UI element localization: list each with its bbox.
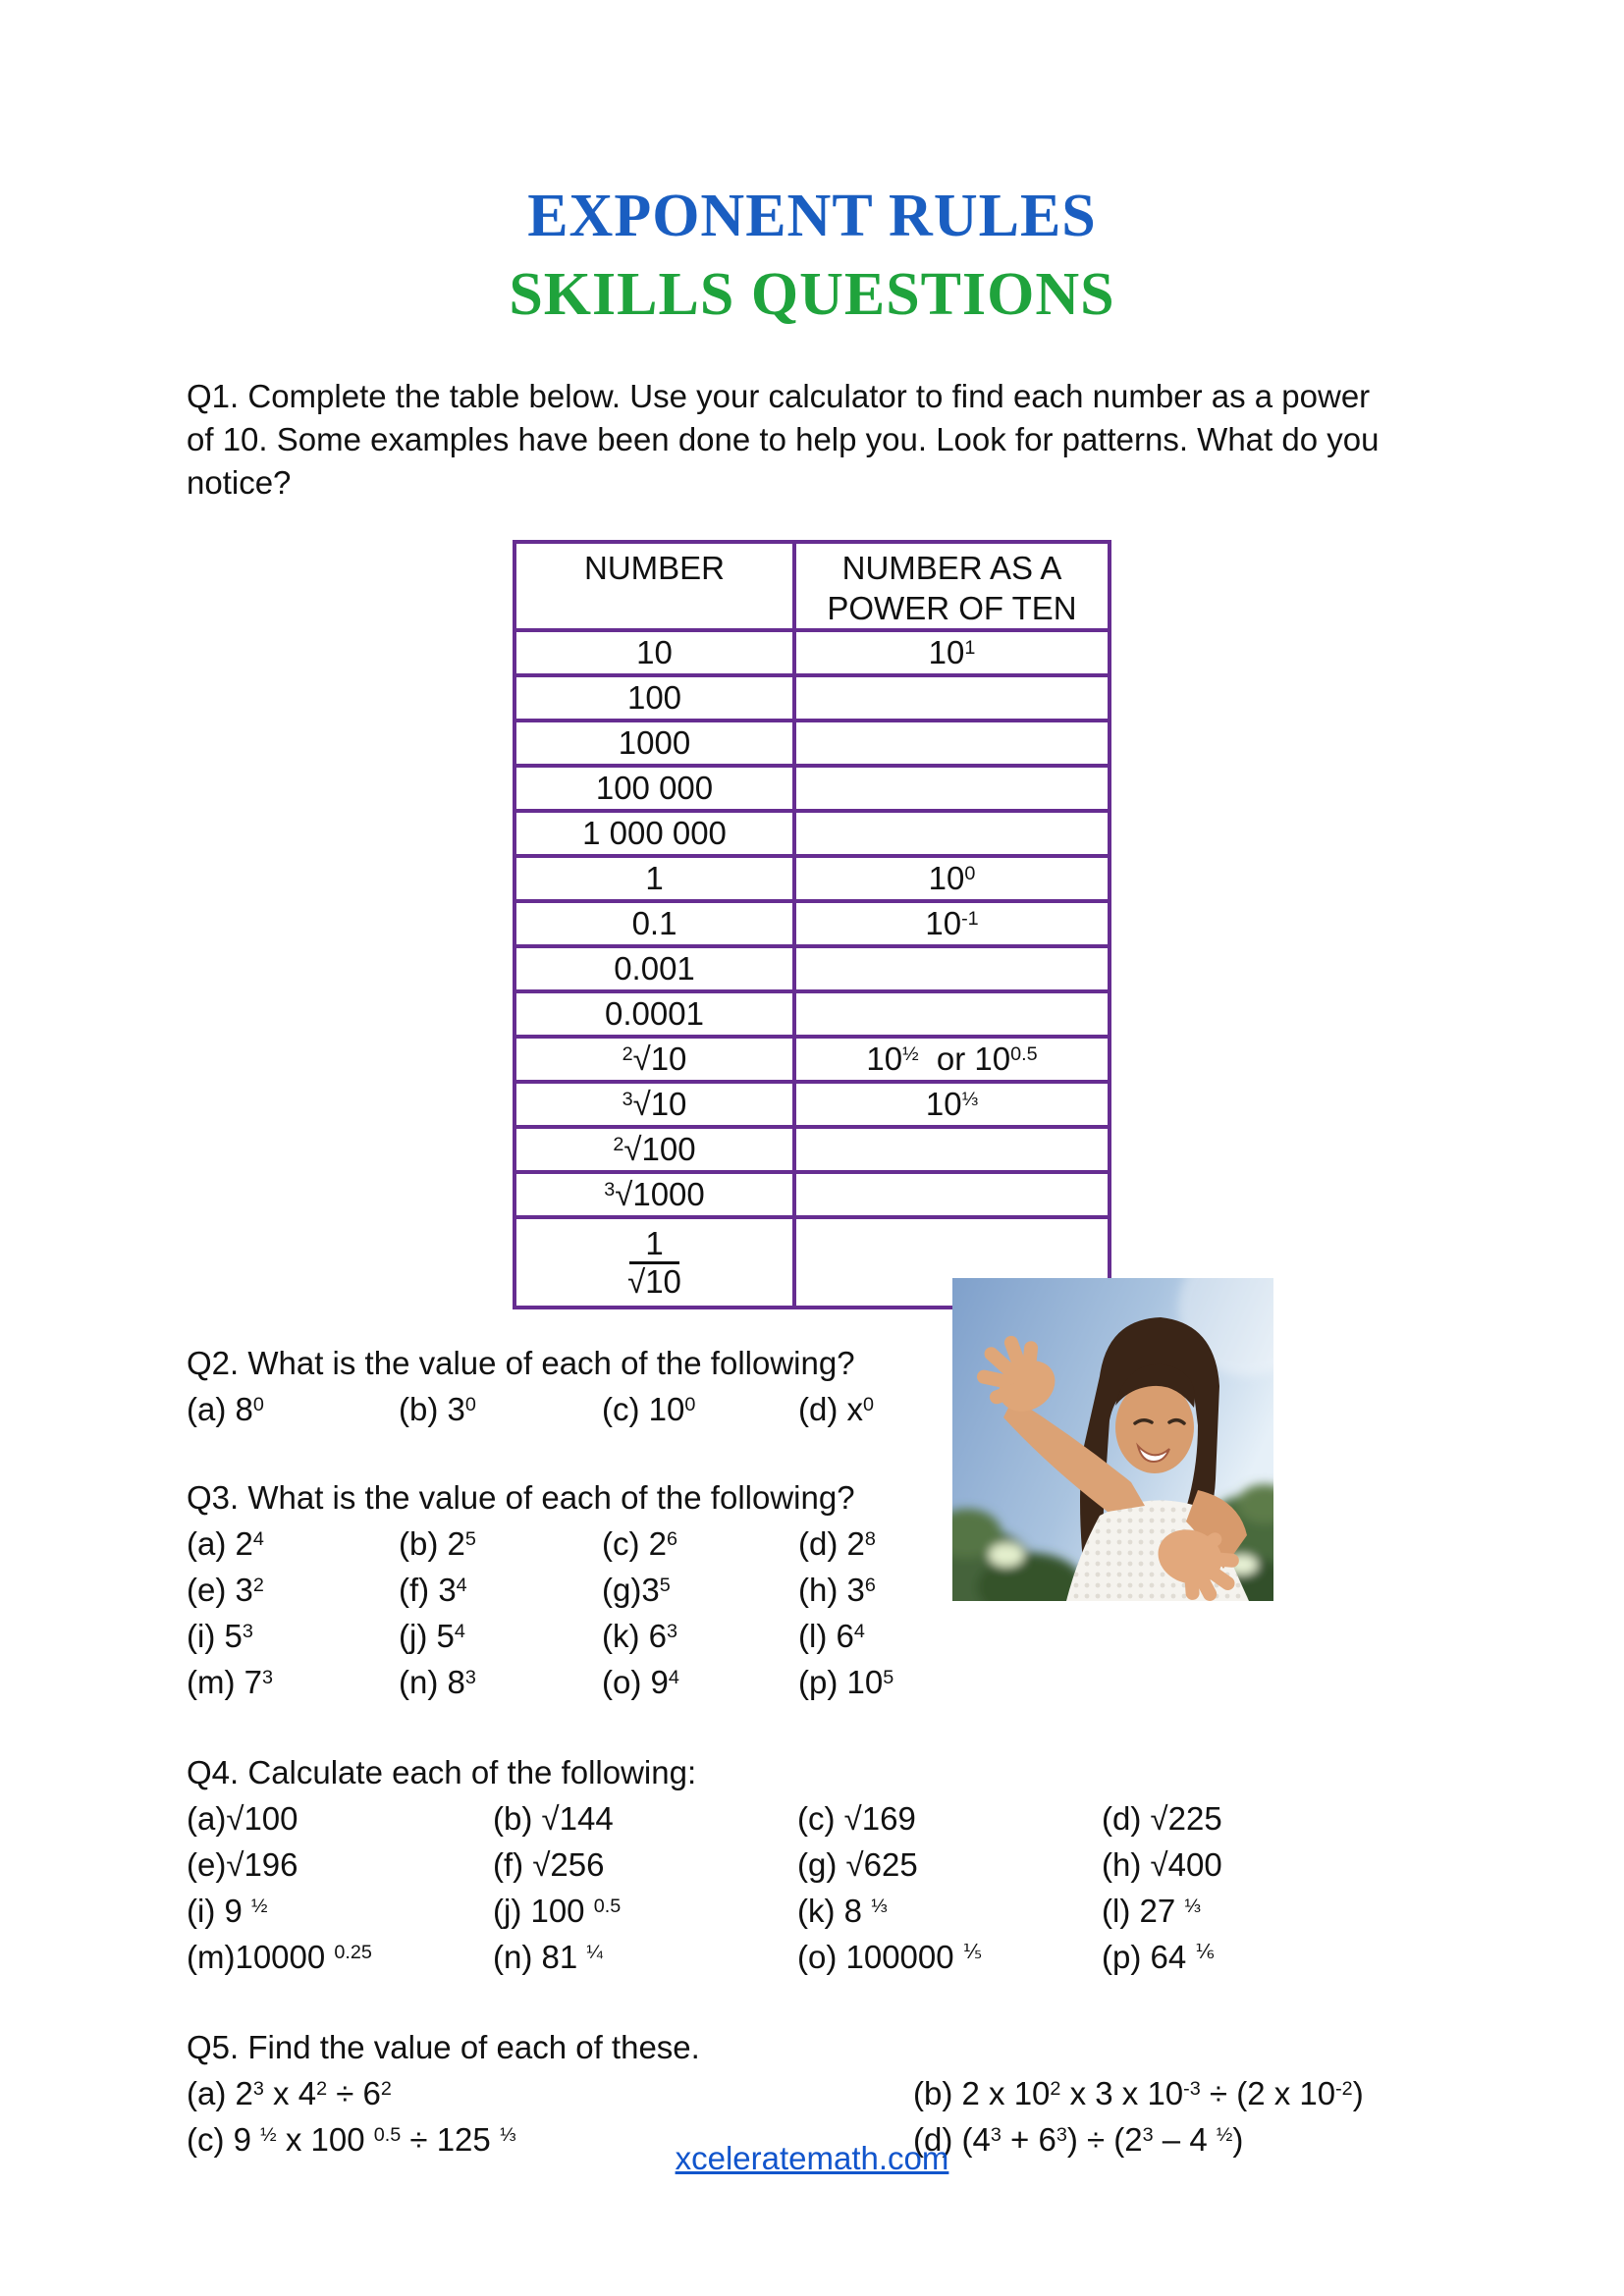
cell-power <box>794 721 1110 766</box>
q4-item-g: (g) √625 <box>797 1846 918 1883</box>
q3-heading: Q3. What is the value of each of the following? <box>187 1479 855 1516</box>
q4-item-h: (h) √400 <box>1102 1846 1222 1883</box>
q3-item-e: (e) $3^2$ <box>187 1572 264 1608</box>
cell-number: $^2$√10 <box>514 1037 794 1082</box>
cell-number-fraction <box>514 1217 794 1308</box>
q4-item-b: (b) √144 <box>493 1800 614 1837</box>
q3-item-m: (m) $7^3$ <box>187 1664 274 1700</box>
cell-number: 100 <box>514 675 794 721</box>
q4-item-a: (a)√100 <box>187 1800 298 1837</box>
cell-power <box>794 766 1110 811</box>
q4-item-i: (i) 9 $^{\frac{1}{2}}$ <box>187 1893 268 1929</box>
q3-item-h: (h) $3^6$ <box>798 1572 876 1608</box>
q4-item-p: (p) 64 $^{\frac{1}{6}}$ <box>1102 1939 1215 1975</box>
footer-link[interactable]: xceleratemath.com <box>675 2140 949 2176</box>
table-row <box>514 901 1110 946</box>
table-header-number: NUMBER <box>514 542 794 630</box>
q4-item-o: (o) 100000 $^{\frac{1}{5}}$ <box>797 1939 982 1975</box>
table-row <box>514 946 1110 991</box>
q4-heading: Q4. Calculate each of the following: <box>187 1754 697 1790</box>
cell-number: 1 <box>514 856 794 901</box>
table-row <box>514 1172 1110 1217</box>
q4-item-n: (n) 81 $^{\frac{1}{4}}$ <box>493 1939 603 1975</box>
q2-heading: Q2. What is the value of each of the following? <box>187 1345 855 1381</box>
q2-item-a: (a) $8^0$ <box>187 1391 264 1427</box>
cell-number: 0.1 <box>514 901 794 946</box>
q5-item-a: (a) $2^3$ x $4^2 \div 6^2$ <box>187 2075 392 2111</box>
question-1-text <box>187 375 1437 505</box>
table-row <box>514 1037 1110 1082</box>
q2-item-c: (c) $10^0$ <box>602 1391 696 1427</box>
cell-number: 10 <box>514 630 794 675</box>
cell-number: $^2$√100 <box>514 1127 794 1172</box>
cell-number: 1000 <box>514 721 794 766</box>
cell-number: 0.001 <box>514 946 794 991</box>
q5-item-c: (c) 9 $^{\frac{1}{2}}$ x 100 $^{0.5}$ ÷ 125 $^{\frac{1}{3}}$ <box>187 2121 516 2158</box>
cell-power: $10^{-1}$ <box>794 901 1110 946</box>
table-row <box>514 856 1110 901</box>
q1-line-2: of 10. Some examples have been done to help you. Look for patterns. What do you <box>187 421 1380 457</box>
photo-woman-reaching <box>952 1278 1273 1601</box>
cell-number: 1 000 000 <box>514 811 794 856</box>
q3-item-n: (n) $8^3$ <box>399 1664 476 1700</box>
q3-item-o: (o) $9^4$ <box>602 1664 679 1700</box>
question-3 <box>187 1475 1624 1705</box>
q3-item-i: (i) $5^3$ <box>187 1618 253 1654</box>
q5-item-b: (b) 2 x $10^2$ x 3 x $10^{-3} \div (2$ x $10^{-2}$) <box>913 2075 1364 2111</box>
cell-number: 100 000 <box>514 766 794 811</box>
photo-illustration <box>952 1278 1273 1601</box>
q4-item-k: (k) 8 $^{\frac{1}{3}}$ <box>797 1893 888 1929</box>
cell-power <box>794 811 1110 856</box>
fraction-denominator: √10 <box>627 1263 681 1300</box>
q4-item-c: (c) √169 <box>797 1800 916 1837</box>
q3-item-l: (l) $6^4$ <box>798 1618 865 1654</box>
q2-item-b: (b) $3^0$ <box>399 1391 476 1427</box>
q2-item-d: (d) $x^0$ <box>798 1391 875 1427</box>
q1-line-1: Q1. Complete the table below. Use your calculator to find each number as a power <box>187 378 1371 414</box>
table-row <box>514 675 1110 721</box>
q4-item-m: (m)10000 $^{0.25}$ <box>187 1939 372 1975</box>
fraction-one-over-root-ten <box>627 1226 681 1300</box>
q3-item-b: (b) $2^5$ <box>399 1525 476 1562</box>
q3-item-p: (p) $10^5$ <box>798 1664 894 1700</box>
cell-power <box>794 946 1110 991</box>
cell-power <box>794 675 1110 721</box>
table-row <box>514 1127 1110 1172</box>
q4-item-f: (f) √256 <box>493 1846 605 1883</box>
cell-number: $^3$√1000 <box>514 1172 794 1217</box>
cell-power <box>794 1127 1110 1172</box>
page-footer <box>0 2140 1624 2177</box>
page-titles <box>0 0 1624 326</box>
table-row <box>514 766 1110 811</box>
page-title-line1: EXPONENT RULES <box>527 183 1097 249</box>
table-header-row <box>514 542 1110 630</box>
table-row <box>514 721 1110 766</box>
cell-number: 0.0001 <box>514 991 794 1037</box>
q4-item-l: (l) 27 $^{\frac{1}{3}}$ <box>1102 1893 1201 1929</box>
q3-item-f: (f) $3^4$ <box>399 1572 467 1608</box>
table-row <box>514 1082 1110 1127</box>
cell-number: $^3$√10 <box>514 1082 794 1127</box>
table-row <box>514 630 1110 675</box>
question-2 <box>187 1341 1624 1432</box>
table-row <box>514 811 1110 856</box>
cell-power <box>794 991 1110 1037</box>
table-row <box>514 991 1110 1037</box>
q3-item-j: (j) $5^4$ <box>399 1618 465 1654</box>
q3-item-g: $(g)3^5$ <box>602 1572 671 1608</box>
q4-item-d: (d) √225 <box>1102 1800 1222 1837</box>
q3-item-c: (c) $2^6$ <box>602 1525 678 1562</box>
q3-item-a: (a) $2^4$ <box>187 1525 264 1562</box>
fraction-numerator: 1 <box>629 1226 678 1264</box>
cell-power: $10^1$ <box>794 630 1110 675</box>
cell-power: $10^0$ <box>794 856 1110 901</box>
question-4 <box>187 1750 1624 1980</box>
q1-line-3: notice? <box>187 464 292 501</box>
powers-of-ten-table <box>513 540 1111 1309</box>
table-header-power: NUMBER AS A POWER OF TEN <box>794 542 1110 630</box>
cell-power: $10^{\frac{1}{3}}$ <box>794 1082 1110 1127</box>
cell-power <box>794 1172 1110 1217</box>
q4-item-j: (j) 100 $^{0.5}$ <box>493 1893 622 1929</box>
q4-item-e: (e)√196 <box>187 1846 298 1883</box>
q4-items <box>187 1795 1600 1980</box>
q3-item-d: (d) $2^8$ <box>798 1525 876 1562</box>
q5-item-d: (d) $(4^3 + 6^3) \div (2^3 - 4$ $^{\frac{1}{2}}$) <box>913 2121 1244 2158</box>
q3-item-k: (k) $6^3$ <box>602 1618 678 1654</box>
cell-power: $10^{\frac{1}{2}}$ or $10^{0.5}$ <box>794 1037 1110 1082</box>
q5-heading: Q5. Find the value of each of these. <box>187 2029 700 2065</box>
page-title-line2: SKILLS QUESTIONS <box>509 261 1115 328</box>
